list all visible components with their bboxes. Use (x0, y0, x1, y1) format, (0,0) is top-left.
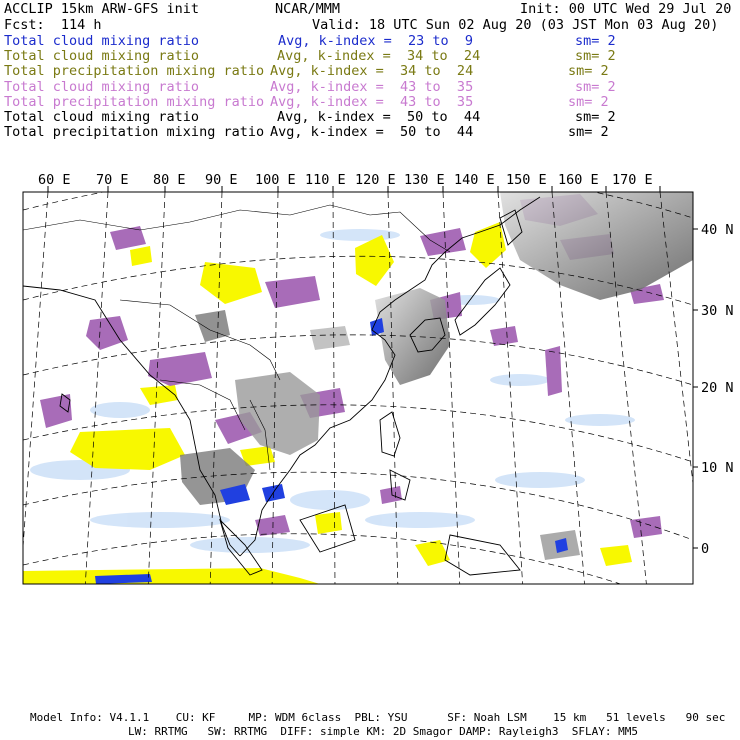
field-smoothing: sm= 2 (575, 33, 616, 49)
field-name: Total precipitation mixing ratio (4, 93, 265, 110)
field-avg-range: Avg, k-index = 50 to 44 (270, 124, 474, 141)
field-name: Total cloud mixing ratio (4, 109, 200, 125)
longitude-label: 60 E (38, 172, 71, 188)
longitude-label: 110 E (305, 172, 346, 188)
field-avg-range: Avg, k-index = 43 to 35 (270, 93, 474, 110)
field-avg-range: Avg, k-index = 43 to 35 (270, 78, 474, 95)
init-time: Init: 00 UTC Wed 29 Jul 20 (520, 1, 732, 17)
center-label: NCAR/MMM (275, 1, 341, 17)
field-name: Total cloud mixing ratio (4, 33, 200, 49)
longitude-label: 150 E (506, 172, 547, 188)
longitude-label: 140 E (454, 172, 495, 188)
longitude-label: 70 E (96, 172, 129, 188)
latitude-label: 10 N (701, 460, 734, 476)
latitude-label: 20 N (701, 380, 734, 396)
field-name: Total cloud mixing ratio (4, 48, 200, 65)
field-smoothing: sm= 2 (575, 48, 616, 65)
map-content (20, 167, 705, 610)
latitude-label: 40 N (701, 222, 734, 238)
field-smoothing: sm= 2 (568, 124, 609, 141)
field-name: Total precipitation mixing ratio (4, 63, 265, 80)
forecast-hour: Fcst: 114 h (4, 17, 102, 33)
longitude-label: 90 E (205, 172, 238, 188)
field-smoothing: sm= 2 (568, 63, 609, 80)
longitude-label: 130 E (404, 172, 445, 188)
field-avg-range: Avg, k-index = 50 to 44 (277, 109, 481, 125)
field-smoothing: sm= 2 (575, 78, 616, 95)
plot-title: ACCLIP 15km ARW-GFS init (4, 1, 200, 17)
longitude-label: 120 E (355, 172, 396, 188)
field-avg-range: Avg, k-index = 34 to 24 (270, 63, 474, 80)
longitude-label: 170 E (612, 172, 653, 188)
field-avg-range: Avg, k-index = 23 to 9 (278, 33, 474, 49)
field-smoothing: sm= 2 (568, 93, 609, 110)
model-info-line2: LW: RRTMG SW: RRTMG DIFF: simple KM: 2D Smagor DAMP: Rayleigh3 SFLAY: MM5 (128, 725, 638, 738)
field-smoothing: sm= 2 (575, 109, 616, 125)
field-name: Total precipitation mixing ratio (4, 124, 265, 141)
longitude-label: 100 E (255, 172, 296, 188)
field-avg-range: Avg, k-index = 34 to 24 (277, 48, 481, 65)
latitude-label: 0 (701, 541, 710, 557)
longitude-label: 160 E (558, 172, 599, 188)
longitude-label: 80 E (153, 172, 186, 188)
valid-time: Valid: 18 UTC Sun 02 Aug 20 (03 JST Mon 03 Aug 20) (312, 17, 719, 33)
model-info-line1: Model Info: V4.1.1 CU: KF MP: WDM 6class PBL: YSU SF: Noah LSM 15 km 51 levels 90 sec (30, 711, 726, 724)
field-name: Total cloud mixing ratio (4, 78, 200, 95)
latitude-label: 30 N (701, 303, 734, 319)
